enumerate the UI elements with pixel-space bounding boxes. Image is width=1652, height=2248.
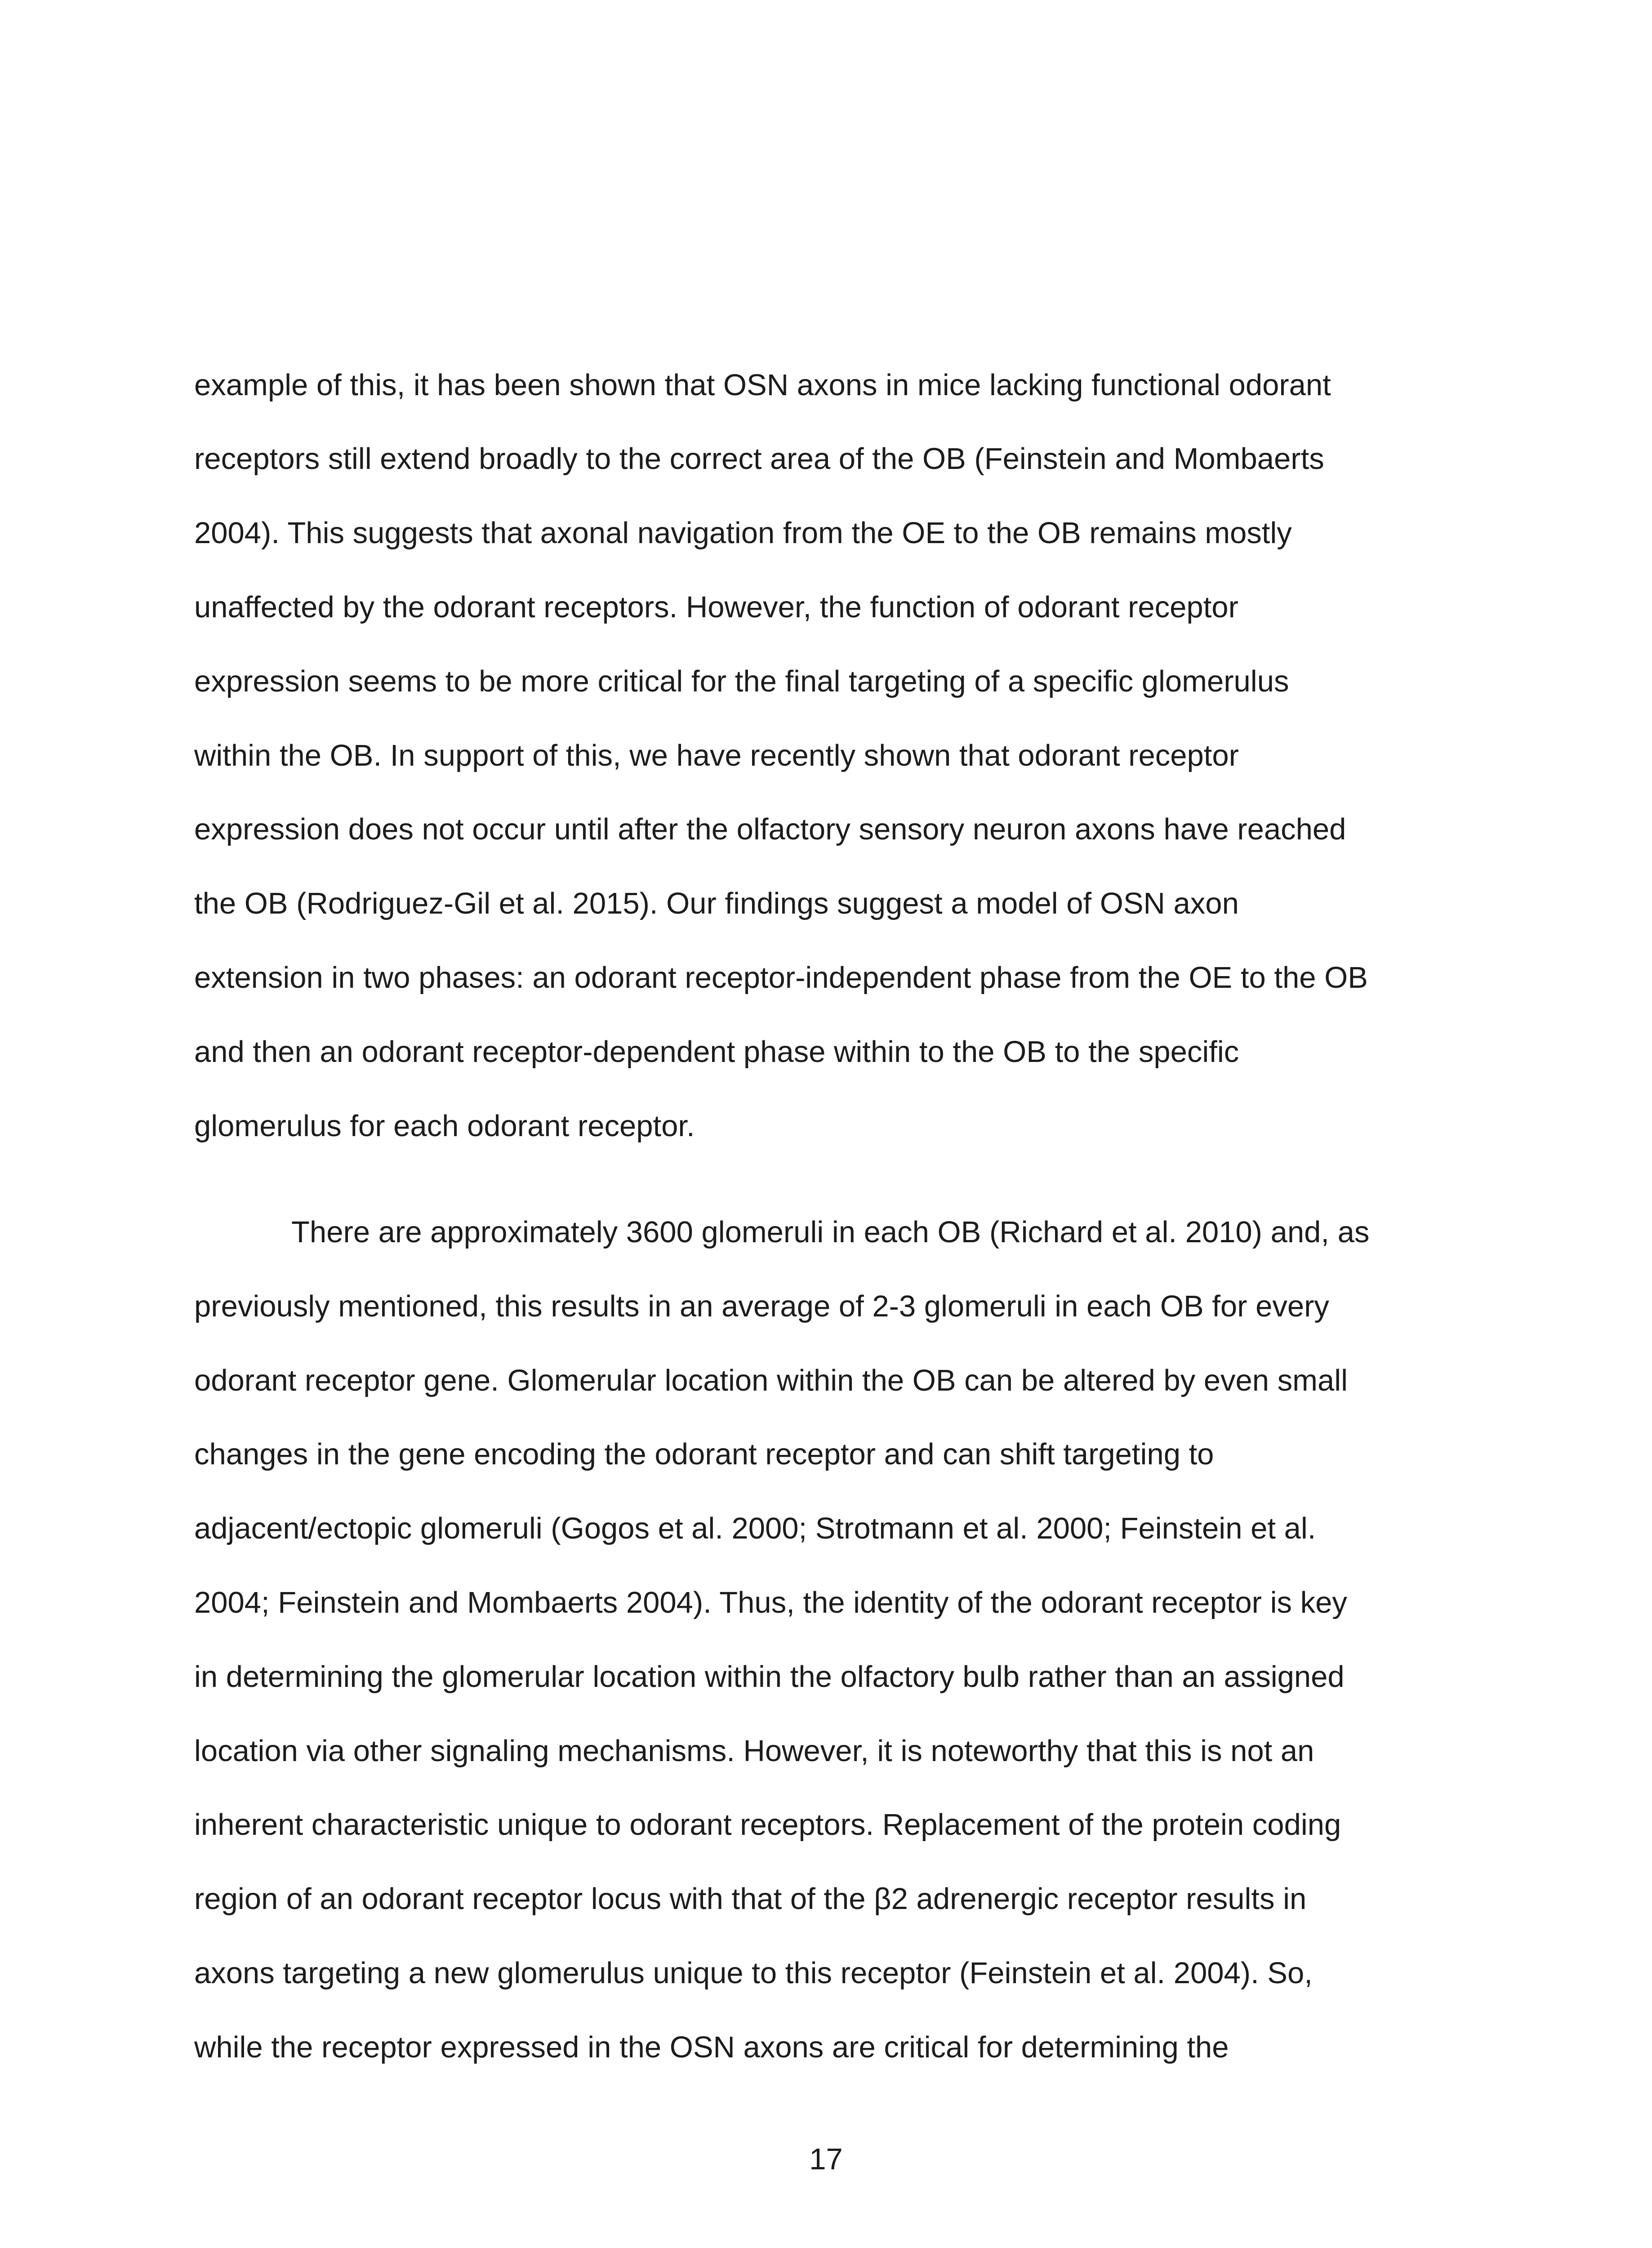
paragraph-line: region of an odorant receptor locus with that of the β2 adrenergic receptor results in [194,1882,1307,1916]
paragraph-line: axons targeting a new glomerulus unique to this receptor (Feinstein et al. 2004). So, [194,1956,1313,1990]
paragraph-line: and then an odorant receptor-dependent phase within to the OB to the specific [194,1035,1239,1069]
paragraph-line: example of this, it has been shown that OSN axons in mice lacking functional odorant [194,368,1331,402]
paragraph-line: unaffected by the odorant receptors. However, the function of odorant receptor [194,590,1238,624]
page-number: 17 [809,2142,843,2176]
paragraph-line: in determining the glomerular location within the olfactory bulb rather than an assigned [194,1660,1345,1694]
paragraph-line: within the OB. In support of this, we have recently shown that odorant receptor [194,739,1239,772]
paragraph-line: changes in the gene encoding the odorant receptor and can shift targeting to [194,1437,1214,1471]
paragraph-line: the OB (Rodriguez-Gil et al. 2015). Our findings suggest a model of OSN axon [194,887,1239,920]
paragraph-line: glomerulus for each odorant receptor. [194,1109,695,1143]
paragraph-line: location via other signaling mechanisms. However, it is noteworthy that this is not an [194,1734,1314,1768]
paragraph-line: extension in two phases: an odorant receptor-independent phase from the OE to the OB [194,961,1368,995]
paragraph-line: expression seems to be more critical for the final targeting of a specific glomerulus [194,665,1289,698]
paragraph-line: adjacent/ectopic glomeruli (Gogos et al. 2000; Strotmann et al. 2000; Feinstein et al. [194,1512,1316,1545]
paragraph-line: expression does not occur until after the olfactory sensory neuron axons have reached [194,812,1346,846]
paragraph-line: 2004). This suggests that axonal navigation from the OE to the OB remains mostly [194,516,1292,550]
paragraph-line: inherent characteristic unique to odorant receptors. Replacement of the protein coding [194,1808,1341,1842]
paragraph-line: odorant receptor gene. Glomerular location within the OB can be altered by even small [194,1364,1348,1397]
paragraph-line: receptors still extend broadly to the correct area of the OB (Feinstein and Mombaerts [194,442,1324,476]
paragraph-line: 2004; Feinstein and Mombaerts 2004). Thus, the identity of the odorant receptor is key [194,1586,1347,1619]
paragraph-line: There are approximately 3600 glomeruli in each OB (Richard et al. 2010) and, as [291,1215,1370,1249]
paragraph-line: while the receptor expressed in the OSN axons are critical for determining the [194,2030,1229,2064]
paragraph-line: previously mentioned, this results in an average of 2-3 glomeruli in each OB for every [194,1289,1329,1323]
